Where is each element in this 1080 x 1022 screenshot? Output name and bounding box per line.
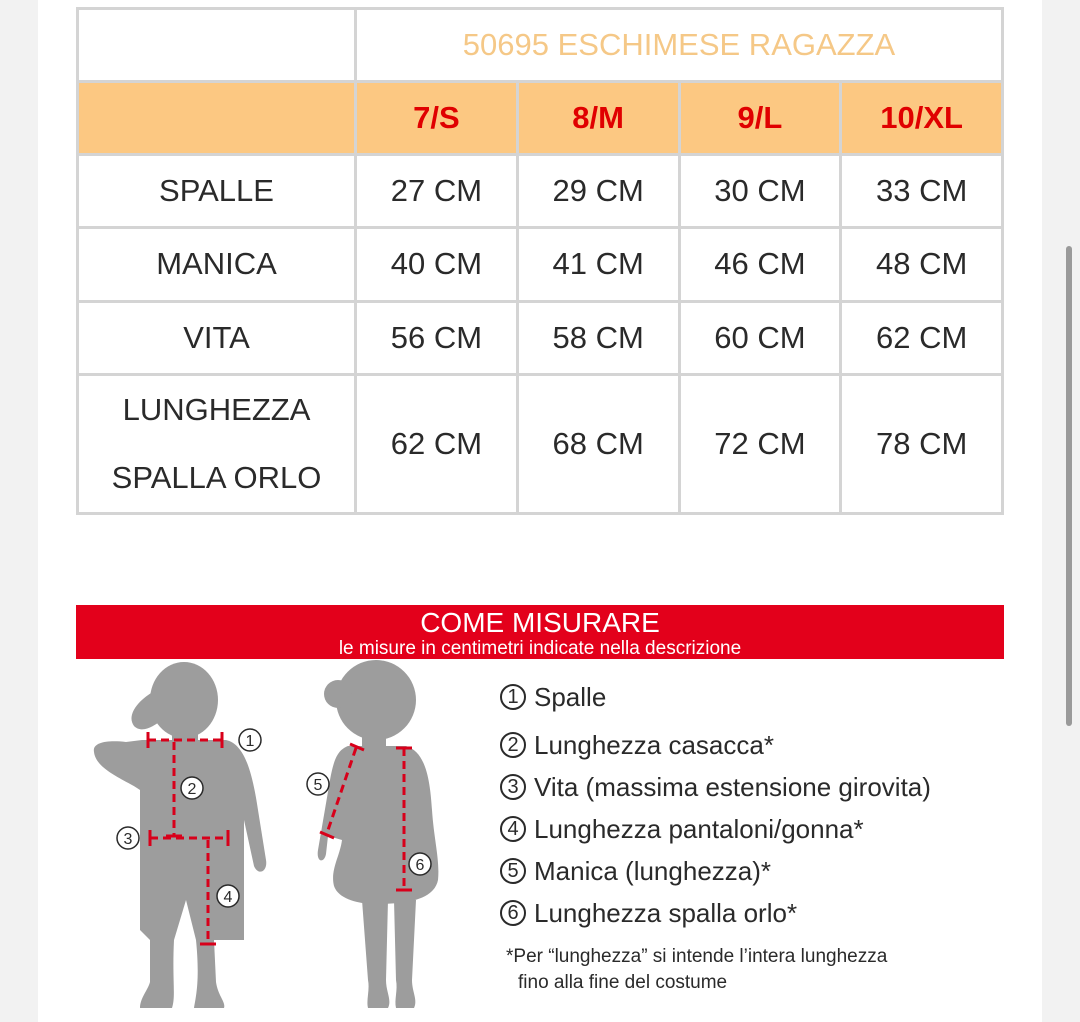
size-chart-table [76, 7, 1004, 515]
row-label [78, 374, 356, 513]
row-label: MANICA [78, 228, 356, 301]
legend-text: Lunghezza pantaloni/gonna* [534, 814, 864, 844]
product-title: 50695 ESCHIMESE RAGAZZA [356, 9, 1003, 82]
footnote-line: fino alla fine del costume [518, 972, 728, 993]
how-to-measure-banner [76, 605, 1004, 659]
table-cell: 30 CM [679, 155, 841, 228]
legend-item [500, 676, 1010, 718]
table-row [78, 155, 1003, 228]
table-cell: 41 CM [517, 228, 679, 301]
row-label: VITA [78, 301, 356, 374]
marker-label: 6 [415, 857, 425, 874]
legend-number: 1 [500, 684, 526, 710]
legend-number: 6 [500, 900, 526, 926]
table-row [78, 228, 1003, 301]
row-label-line: LUNGHEZZA [122, 391, 311, 427]
marker-label: 2 [187, 781, 197, 798]
banner-subtitle: le misure in centimetri indicate nella descrizione [338, 638, 742, 659]
marker-label: 5 [313, 777, 323, 794]
legend-item [500, 850, 1010, 892]
table-cell: 33 CM [841, 155, 1003, 228]
table-cell: 72 CM [679, 374, 841, 513]
table-corner-cell [78, 9, 356, 82]
table-cell: 60 CM [679, 301, 841, 374]
legend-number: 5 [500, 858, 526, 884]
row-label: SPALLE [78, 155, 356, 228]
size-header: 10/XL [841, 82, 1003, 155]
marker-label: 4 [223, 889, 233, 906]
table-cell: 48 CM [841, 228, 1003, 301]
size-header: 9/L [679, 82, 841, 155]
marker-label: 1 [245, 733, 255, 750]
table-cell: 62 CM [841, 301, 1003, 374]
legend-item [500, 892, 1010, 934]
table-cell: 78 CM [841, 374, 1003, 513]
size-header: 8/M [517, 82, 679, 155]
scrollbar[interactable] [1066, 246, 1072, 726]
table-row [78, 301, 1003, 374]
table-cell: 40 CM [356, 228, 518, 301]
marker-label: 3 [123, 831, 133, 848]
legend-number: 4 [500, 816, 526, 842]
size-header-corner [78, 82, 356, 155]
measurement-legend [500, 676, 1010, 934]
legend-text: Spalle [534, 682, 607, 712]
table-cell: 56 CM [356, 301, 518, 374]
table-cell: 68 CM [517, 374, 679, 513]
legend-item [500, 724, 1010, 766]
legend-text: Lunghezza spalla orlo* [534, 898, 798, 928]
legend-text: Manica (lunghezza)* [534, 856, 772, 886]
table-cell: 29 CM [517, 155, 679, 228]
legend-item [500, 766, 1010, 808]
girl-silhouette [318, 660, 439, 1008]
table-cell: 46 CM [679, 228, 841, 301]
size-header: 7/S [356, 82, 518, 155]
legend-text: Vita (massima estensione girovita) [534, 772, 931, 802]
footnote-line: *Per “lunghezza” si intende l’intera lunghezza [506, 946, 888, 967]
legend-number: 2 [500, 732, 526, 758]
table-cell: 58 CM [517, 301, 679, 374]
table-cell: 27 CM [356, 155, 518, 228]
legend-item [500, 808, 1010, 850]
measurement-illustration [76, 660, 496, 1022]
legend-text: Lunghezza casacca* [534, 730, 774, 760]
banner-title: COME MISURARE [420, 607, 660, 638]
table-row [78, 374, 1003, 513]
length-footnote [506, 944, 1006, 996]
table-cell: 62 CM [356, 374, 518, 513]
legend-number: 3 [500, 774, 526, 800]
row-label-line: SPALLA ORLO [111, 459, 322, 495]
